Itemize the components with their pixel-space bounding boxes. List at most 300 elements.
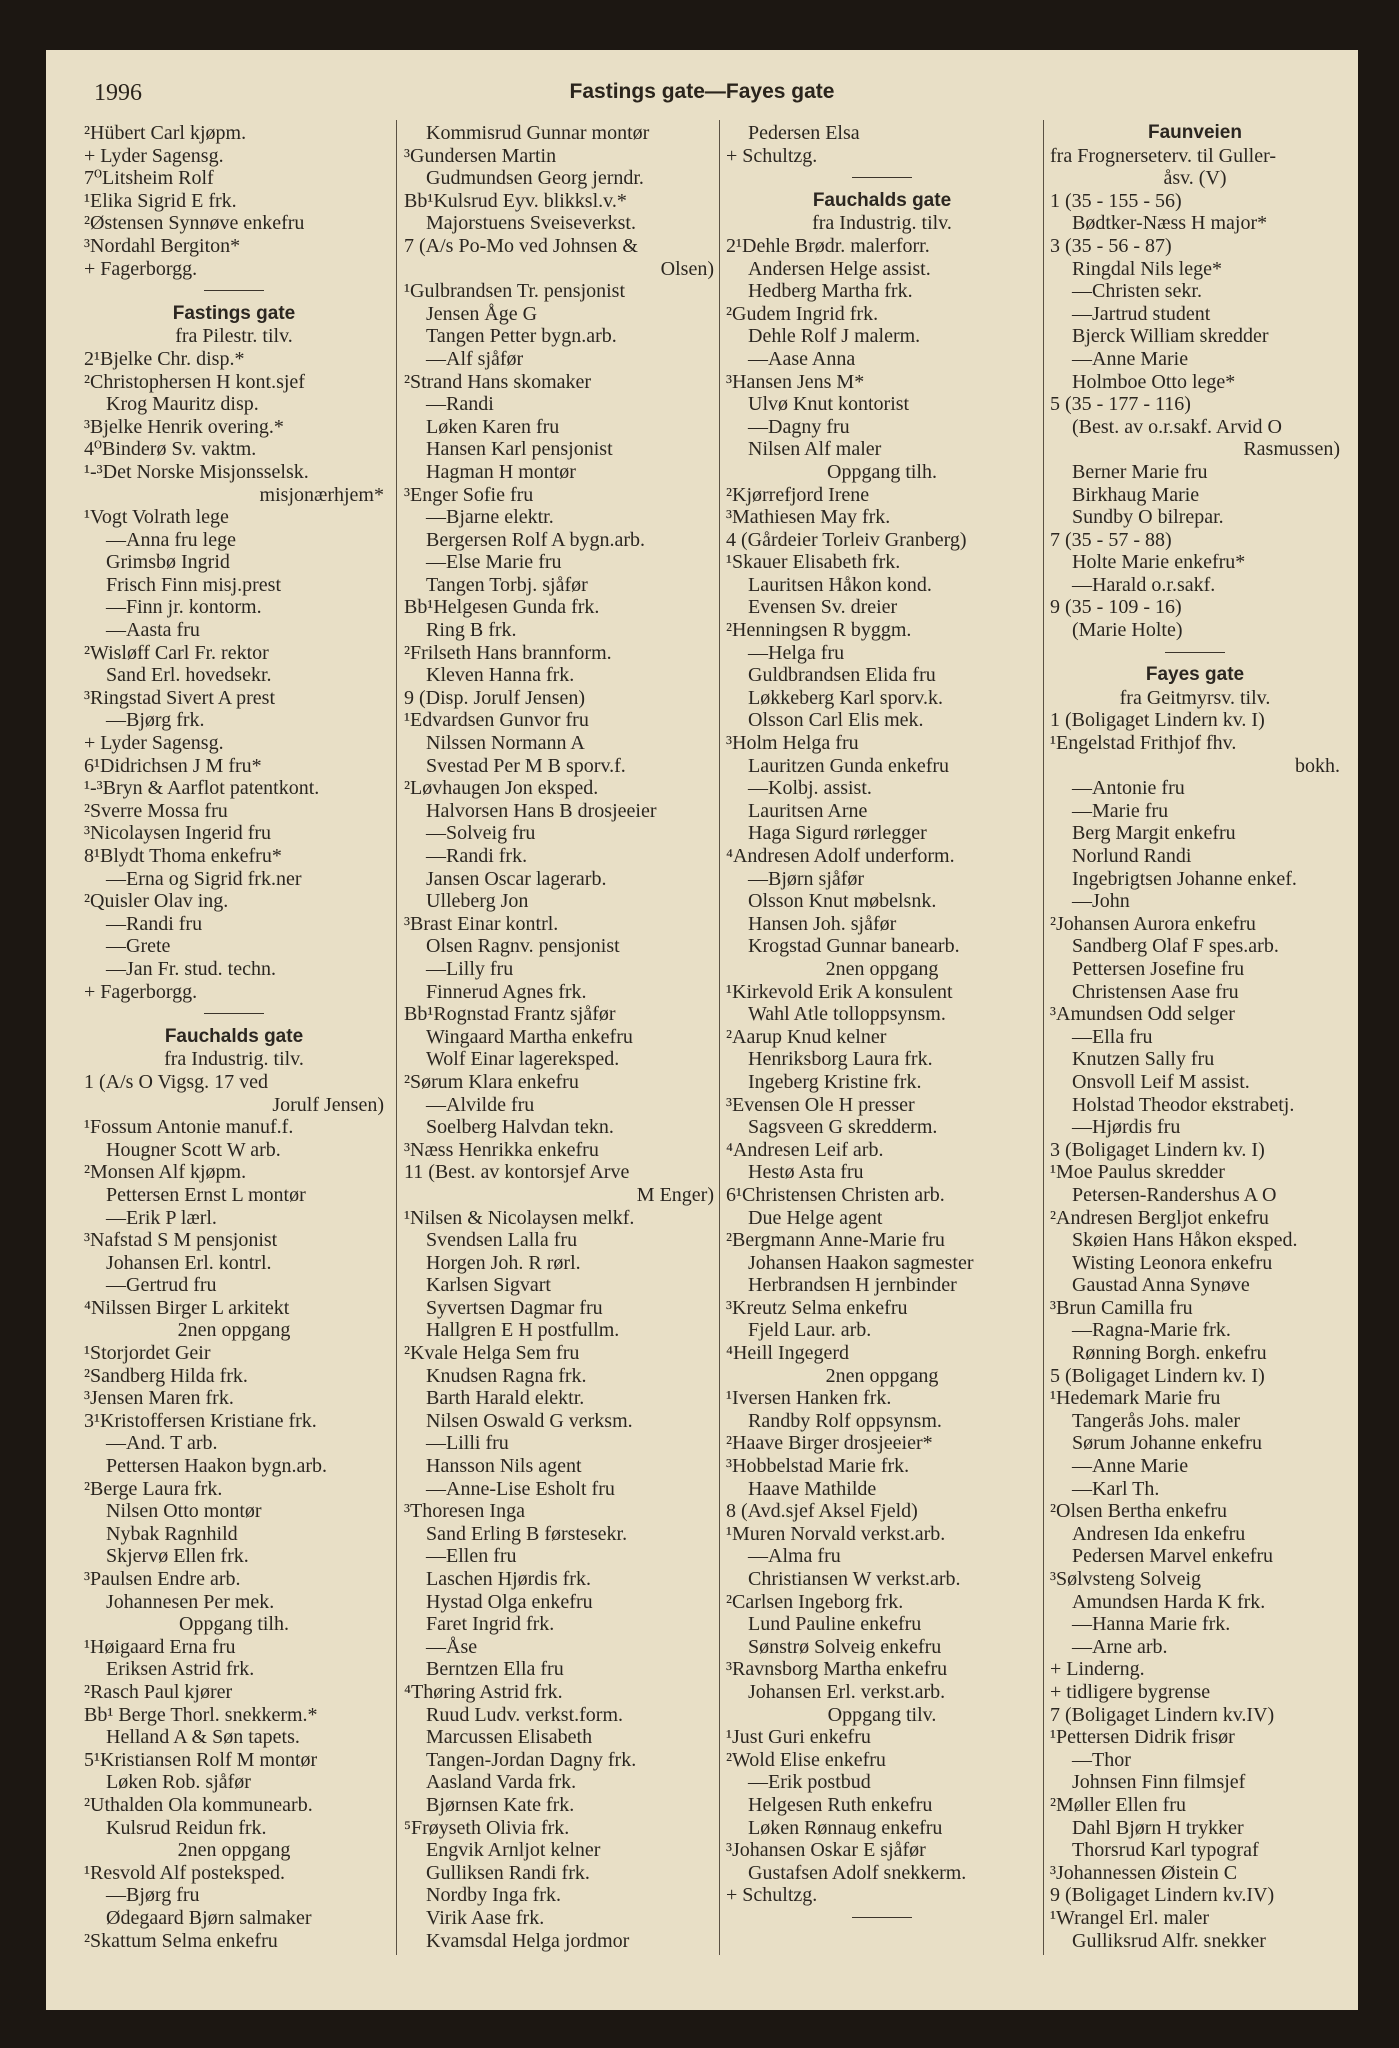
section-note-text: Oppgang tilh. bbox=[827, 460, 937, 483]
resident-entry bbox=[1050, 981, 1340, 1004]
resident-entry-text: Rønning Borgh. enkefru bbox=[1072, 1342, 1267, 1365]
address-entry bbox=[726, 1726, 1038, 1749]
resident-entry-text: —Bjørg fru bbox=[106, 1884, 200, 1907]
address-entry bbox=[1050, 1704, 1340, 1727]
address-entry bbox=[726, 529, 1038, 552]
resident-entry-text: Johansen Haakon sagmester bbox=[748, 1251, 974, 1274]
resident-entry-text: —Christen sekr. bbox=[1072, 280, 1202, 303]
resident-entry bbox=[404, 303, 714, 326]
address-entry bbox=[84, 1749, 384, 1772]
address-entry bbox=[84, 1410, 384, 1433]
address-entry-text: ³Jensen Maren frk. bbox=[84, 1387, 234, 1410]
address-entry bbox=[84, 1365, 384, 1388]
address-entry-text: ¹-³Bryn & Aarflot patentkont. bbox=[84, 777, 320, 800]
address-entry-text: ²Quisler Olav ing. bbox=[84, 890, 229, 913]
resident-entry bbox=[404, 1749, 714, 1772]
resident-entry bbox=[404, 1297, 714, 1320]
resident-entry-text: —Gertrud fru bbox=[106, 1274, 217, 1297]
address-entry bbox=[726, 1591, 1038, 1614]
address-entry bbox=[1050, 1365, 1340, 1388]
address-entry-text: 1 (A/s O Vigsg. 17 ved bbox=[84, 1070, 268, 1093]
address-entry bbox=[726, 1658, 1038, 1681]
resident-entry bbox=[1050, 1613, 1340, 1636]
resident-entry-text: —Alma fru bbox=[748, 1545, 841, 1568]
address-entry bbox=[726, 484, 1038, 507]
resident-entry bbox=[404, 732, 714, 755]
section-divider bbox=[1050, 642, 1340, 665]
section-note-text: 2nen oppgang bbox=[825, 1364, 939, 1387]
resident-entry bbox=[1050, 1184, 1340, 1207]
resident-entry bbox=[404, 212, 714, 235]
address-entry-text: ¹Elika Sigrid E frk. bbox=[84, 189, 237, 212]
address-entry bbox=[726, 506, 1038, 529]
street-heading-text: Fastings gate bbox=[172, 302, 296, 324]
resident-entry-text: —Randi frk. bbox=[426, 845, 528, 867]
resident-entry bbox=[726, 1161, 1038, 1184]
resident-entry-text: —Dagny fru bbox=[748, 415, 850, 438]
resident-entry-text: —Solveig fru bbox=[426, 822, 536, 845]
resident-entry-text: Kleven Hanna frk. bbox=[426, 664, 575, 687]
address-entry-text: 7 (A/s Po-Mo ved Johnsen & bbox=[404, 234, 638, 257]
resident-entry-text: —Erik postbud bbox=[748, 1771, 871, 1794]
address-entry-text: 5 (Boligaget Lindern kv. I) bbox=[1050, 1364, 1265, 1387]
directory-page bbox=[46, 50, 1358, 2010]
resident-entry-text: Tangerås Johs. maler bbox=[1072, 1409, 1240, 1432]
resident-entry bbox=[726, 1410, 1038, 1433]
address-entry bbox=[1050, 1387, 1340, 1410]
address-entry-text: ²Østensen Synnøve enkefru bbox=[84, 212, 305, 235]
resident-entry bbox=[84, 529, 384, 552]
resident-entry bbox=[726, 1071, 1038, 1094]
resident-entry-text: Johannesen Per mek. bbox=[106, 1590, 275, 1613]
resident-entry-text: Randby Rolf oppsynsm. bbox=[748, 1409, 942, 1432]
resident-entry-text: Nilssen Normann A bbox=[426, 732, 585, 755]
address-entry-text: ¹Muren Norvald verkst.arb. bbox=[726, 1522, 946, 1545]
resident-entry bbox=[404, 1545, 714, 1568]
resident-entry-text: Thorsrud Karl typograf bbox=[1072, 1839, 1259, 1862]
resident-entry-text: Berg Margit enkefru bbox=[1072, 822, 1236, 845]
section-note-text: 2nen oppgang bbox=[177, 1319, 291, 1342]
address-entry bbox=[84, 800, 384, 823]
address-entry bbox=[1050, 1500, 1340, 1523]
resident-entry-text: Nilsen Alf maler bbox=[748, 438, 882, 461]
street-heading bbox=[1050, 122, 1340, 145]
address-entry-text: 9 (Boligaget Lindern kv.IV) bbox=[1050, 1884, 1275, 1907]
address-entry-text: ²Olsen Bertha enkefru bbox=[1050, 1500, 1228, 1523]
resident-entry bbox=[84, 913, 384, 936]
resident-entry-text: Pettersen Ernst L montør bbox=[106, 1183, 306, 1206]
address-entry bbox=[726, 1500, 1038, 1523]
divider-line bbox=[852, 177, 912, 178]
resident-entry-text: Olsen Ragnv. pensjonist bbox=[426, 935, 620, 958]
address-entry bbox=[404, 1681, 714, 1704]
address-entry bbox=[404, 371, 714, 394]
resident-entry bbox=[726, 1116, 1038, 1139]
address-entry bbox=[84, 1387, 384, 1410]
address-entry bbox=[404, 1342, 714, 1365]
resident-entry-text: —Ellen fru bbox=[426, 1545, 517, 1568]
address-entry-text: ³Brun Camilla fru bbox=[1050, 1296, 1193, 1319]
resident-entry-text: Andresen Ida enkefru bbox=[1072, 1522, 1246, 1545]
resident-entry-text: Ruud Ludv. verkst.form. bbox=[426, 1703, 624, 1726]
address-entry bbox=[726, 619, 1038, 642]
entry-continuation-text: bokh. bbox=[1295, 754, 1340, 777]
address-entry-text: ²Frilseth Hans brannform. bbox=[404, 641, 612, 664]
section-note bbox=[726, 461, 1038, 484]
section-note-text: Oppgang tilh. bbox=[179, 1613, 289, 1636]
resident-entry bbox=[1050, 868, 1340, 891]
resident-entry bbox=[1050, 800, 1340, 823]
resident-entry-text: Løken Karen fru bbox=[426, 415, 560, 438]
address-entry-text: ²Kvale Helga Sem fru bbox=[404, 1342, 580, 1365]
section-note-text: fra Industrig. tilv. bbox=[812, 212, 952, 235]
resident-entry-text: Holmboe Otto lege* bbox=[1072, 370, 1236, 393]
address-entry bbox=[84, 235, 384, 258]
section-note bbox=[726, 212, 1038, 235]
section-note bbox=[84, 1613, 384, 1636]
address-entry bbox=[84, 1636, 384, 1659]
resident-entry bbox=[1050, 574, 1340, 597]
resident-entry bbox=[726, 755, 1038, 778]
resident-entry-text: Guldbrandsen Elida fru bbox=[748, 664, 936, 687]
resident-entry-text: Bjørnsen Kate frk. bbox=[426, 1793, 575, 1816]
address-entry-text: 2¹Dehle Brødr. malerforr. bbox=[726, 234, 930, 257]
resident-entry-text: —Anne Marie bbox=[1072, 347, 1189, 370]
address-entry-text: ²Johansen Aurora enkefru bbox=[1050, 912, 1256, 935]
resident-entry bbox=[84, 551, 384, 574]
resident-entry-text: —Aase Anna bbox=[748, 347, 856, 370]
address-entry-text: ²Carlsen Ingeborg frk. bbox=[726, 1590, 904, 1613]
address-entry-text: ²Rasch Paul kjører bbox=[84, 1680, 233, 1703]
address-entry-text: ²Strand Hans skomaker bbox=[404, 370, 592, 393]
resident-entry-text: Virik Aase frk. bbox=[426, 1906, 545, 1929]
resident-entry bbox=[1050, 1342, 1340, 1365]
resident-entry bbox=[1050, 1274, 1340, 1297]
address-entry-text: ³Evensen Ole H presser bbox=[726, 1093, 915, 1116]
resident-entry bbox=[1050, 1048, 1340, 1071]
address-entry bbox=[726, 1342, 1038, 1365]
address-entry-text: ²Andresen Bergljot enkefru bbox=[1050, 1206, 1269, 1229]
address-entry bbox=[84, 506, 384, 529]
cross-street-text: + Schultzg. bbox=[726, 144, 818, 167]
address-entry bbox=[726, 235, 1038, 258]
address-entry bbox=[84, 371, 384, 394]
resident-entry bbox=[404, 755, 714, 778]
address-entry-text: ²Christophersen H kont.sjef bbox=[84, 370, 305, 393]
address-entry-text: ¹Edvardsen Gunvor fru bbox=[404, 709, 589, 732]
resident-entry bbox=[1050, 1071, 1340, 1094]
address-entry-text: ³Mathiesen May frk. bbox=[726, 506, 891, 529]
address-entry bbox=[404, 1500, 714, 1523]
resident-entry bbox=[404, 325, 714, 348]
resident-entry-text: Grimsbø Ingrid bbox=[106, 551, 230, 574]
street-heading-text: Faunveien bbox=[1148, 122, 1242, 143]
resident-entry bbox=[1050, 1116, 1340, 1139]
address-entry-text: ¹Skauer Elisabeth frk. bbox=[726, 551, 901, 574]
resident-entry bbox=[404, 1591, 714, 1614]
resident-entry-text: Lauritsen Håkon kond. bbox=[748, 573, 932, 596]
resident-entry bbox=[84, 1432, 384, 1455]
address-entry bbox=[404, 642, 714, 665]
resident-entry-text: Jensen Åge G bbox=[426, 302, 538, 325]
resident-entry bbox=[404, 890, 714, 913]
address-entry bbox=[84, 642, 384, 665]
resident-entry-text: Olsson Knut møbelsnk. bbox=[748, 890, 937, 913]
column-divider bbox=[1043, 120, 1044, 1955]
resident-entry-text: —Kolbj. assist. bbox=[748, 777, 872, 800]
address-entry bbox=[84, 687, 384, 710]
resident-entry-text: —Anne-Lise Esholt fru bbox=[426, 1477, 615, 1500]
address-entry-text: ¹Høigaard Erna fru bbox=[84, 1635, 236, 1658]
resident-entry-text: Hystad Olga enkefru bbox=[426, 1590, 593, 1613]
resident-entry-text: Wisting Leonora enkefru bbox=[1072, 1251, 1273, 1274]
resident-entry-text: Evensen Sv. dreier bbox=[748, 596, 898, 619]
address-entry-text: ³Paulsen Endre arb. bbox=[84, 1568, 241, 1590]
resident-entry bbox=[404, 1116, 714, 1139]
resident-entry-text: Wolf Einar lagereksped. bbox=[426, 1048, 620, 1071]
address-entry-text: ⁴Thøring Astrid frk. bbox=[404, 1680, 563, 1703]
resident-entry bbox=[726, 1794, 1038, 1817]
resident-entry-text: Due Helge agent bbox=[748, 1206, 883, 1229]
entry-continuation bbox=[1050, 755, 1340, 778]
resident-entry-text: Nilsen Oswald G verksm. bbox=[426, 1409, 633, 1432]
address-entry-text: ¹Gulbrandsen Tr. pensjonist bbox=[404, 280, 626, 303]
resident-entry bbox=[404, 1839, 714, 1862]
address-entry bbox=[84, 438, 384, 461]
resident-entry bbox=[404, 574, 714, 597]
column-divider bbox=[396, 120, 397, 1955]
resident-entry-text: —Erik P lærl. bbox=[106, 1206, 217, 1229]
address-entry-text: ²Bergmann Anne-Marie fru bbox=[726, 1229, 945, 1252]
address-entry-text: ²Wold Elise enkefru bbox=[726, 1748, 886, 1771]
address-entry-text: ²Aarup Knud kelner bbox=[726, 1025, 887, 1048]
address-entry-text: ¹Vogt Volrath lege bbox=[84, 506, 229, 529]
address-entry bbox=[726, 371, 1038, 394]
divider-line bbox=[1165, 652, 1225, 653]
resident-entry bbox=[84, 664, 384, 687]
section-note bbox=[84, 1839, 384, 1862]
address-entry-text: ¹Nilsen & Nicolaysen melkf. bbox=[404, 1206, 635, 1229]
resident-entry bbox=[1050, 484, 1340, 507]
resident-entry bbox=[726, 258, 1038, 281]
address-entry bbox=[1050, 529, 1340, 552]
resident-entry bbox=[726, 1207, 1038, 1230]
address-entry bbox=[84, 212, 384, 235]
resident-entry-text: Løkkeberg Karl sporv.k. bbox=[748, 686, 943, 709]
resident-entry-text: —Alf sjåfør bbox=[426, 347, 524, 370]
address-entry bbox=[404, 1139, 714, 1162]
section-note-text: fra Geitmyrsv. tilv. bbox=[1119, 686, 1271, 709]
entry-continuation-text: Jorulf Jensen) bbox=[272, 1093, 384, 1116]
address-entry bbox=[404, 777, 714, 800]
address-entry bbox=[404, 687, 714, 710]
address-entry bbox=[1050, 393, 1340, 416]
resident-entry bbox=[726, 777, 1038, 800]
resident-entry bbox=[1050, 1478, 1340, 1501]
section-note bbox=[1050, 687, 1340, 710]
cross-street-line bbox=[726, 145, 1038, 168]
address-entry-text: ²Sverre Mossa fru bbox=[84, 799, 228, 822]
resident-entry-text: Ingeberg Kristine frk. bbox=[748, 1070, 922, 1093]
address-entry-text: ³Ravnsborg Martha enkefru bbox=[726, 1658, 948, 1681]
resident-entry-text: —Thor bbox=[1072, 1748, 1131, 1771]
address-entry bbox=[404, 1207, 714, 1230]
address-entry bbox=[84, 1862, 384, 1885]
address-entry bbox=[404, 596, 714, 619]
resident-entry bbox=[1050, 822, 1340, 845]
section-divider bbox=[726, 1907, 1038, 1930]
resident-entry bbox=[1050, 212, 1340, 235]
section-note-text: 2nen oppgang bbox=[177, 1839, 291, 1862]
resident-entry bbox=[1050, 1229, 1340, 1252]
resident-entry bbox=[726, 325, 1038, 348]
address-entry-text: ³Holm Helga fru bbox=[726, 732, 859, 755]
address-entry bbox=[84, 1681, 384, 1704]
resident-entry-text: Engvik Arnljot kelner bbox=[426, 1839, 601, 1862]
resident-entry-text: Helland A & Søn tapets. bbox=[106, 1726, 300, 1749]
address-entry-text: 1 (35 - 155 - 56) bbox=[1050, 189, 1182, 212]
address-entry-text: ¹Iversen Hanken frk. bbox=[726, 1387, 892, 1410]
resident-entry bbox=[404, 461, 714, 484]
resident-entry-text: Gudmundsen Georg jerndr. bbox=[426, 167, 644, 190]
resident-entry-text: Ulleberg Jon bbox=[426, 890, 529, 913]
resident-entry-text: Olsson Carl Elis mek. bbox=[748, 709, 924, 732]
resident-entry-text: Barth Harald elektr. bbox=[426, 1387, 585, 1410]
column-4 bbox=[1050, 122, 1340, 1952]
address-entry bbox=[404, 145, 714, 168]
resident-entry bbox=[84, 935, 384, 958]
resident-entry-text: Pedersen Elsa bbox=[748, 122, 860, 144]
address-entry bbox=[404, 190, 714, 213]
address-entry-text: ³Nafstad S M pensjonist bbox=[84, 1229, 278, 1252]
resident-entry bbox=[726, 393, 1038, 416]
address-entry bbox=[84, 416, 384, 439]
section-divider bbox=[84, 280, 384, 303]
resident-entry bbox=[84, 1591, 384, 1614]
address-entry bbox=[1050, 1568, 1340, 1591]
resident-entry-text: Sundby O bilrepar. bbox=[1072, 506, 1224, 529]
resident-entry-text: —Erna og Sigrid frk.ner bbox=[106, 867, 302, 890]
resident-entry bbox=[404, 1319, 714, 1342]
resident-entry bbox=[404, 845, 714, 868]
resident-entry-text: —Alvilde fru bbox=[426, 1093, 535, 1116]
resident-entry-text: —Ella fru bbox=[1072, 1025, 1153, 1048]
resident-entry-text: Hestø Asta fru bbox=[748, 1161, 864, 1184]
street-heading-text: Fauchalds gate bbox=[164, 1025, 304, 1047]
resident-entry bbox=[404, 935, 714, 958]
resident-entry bbox=[1050, 1839, 1340, 1862]
resident-entry bbox=[84, 709, 384, 732]
resident-entry bbox=[84, 574, 384, 597]
resident-entry bbox=[1050, 619, 1340, 642]
address-entry-text: ²Skattum Selma enkefru bbox=[84, 1929, 278, 1952]
resident-entry-text: Petersen-Randershus A O bbox=[1072, 1183, 1277, 1206]
address-entry-text: ³Gundersen Martin bbox=[404, 144, 557, 167]
address-entry bbox=[84, 1297, 384, 1320]
resident-entry-text: Holte Marie enkefru* bbox=[1072, 551, 1246, 574]
address-entry-text: Bb¹Kulsrud Eyv. blikksl.v.* bbox=[404, 189, 627, 212]
resident-entry-text: —Finn jr. kontorm. bbox=[106, 596, 262, 619]
divider-line bbox=[204, 1013, 264, 1014]
resident-entry bbox=[404, 1229, 714, 1252]
resident-entry bbox=[726, 664, 1038, 687]
resident-entry bbox=[84, 1771, 384, 1794]
address-entry-text: ²Henningsen R byggm. bbox=[726, 619, 912, 642]
section-note-text: Oppgang tilv. bbox=[827, 1703, 937, 1726]
resident-entry-text: Hallgren E H postfullm. bbox=[426, 1319, 620, 1342]
address-entry-text: 7⁰Litsheim Rolf bbox=[84, 167, 214, 190]
resident-entry bbox=[84, 1252, 384, 1275]
resident-entry bbox=[404, 1478, 714, 1501]
street-heading-text: Fayes gate bbox=[1145, 664, 1245, 686]
resident-entry bbox=[404, 981, 714, 1004]
resident-entry bbox=[1050, 1749, 1340, 1772]
resident-entry bbox=[1050, 958, 1340, 981]
resident-entry-text: Ring B frk. bbox=[426, 619, 517, 642]
resident-entry-text: Sand Erl. hovedsekr. bbox=[106, 664, 272, 687]
resident-entry bbox=[404, 416, 714, 439]
resident-entry bbox=[726, 1048, 1038, 1071]
resident-entry bbox=[726, 416, 1038, 439]
address-entry bbox=[1050, 709, 1340, 732]
resident-entry-text: —Marie fru bbox=[1072, 799, 1169, 822]
resident-entry-text: Helgesen Ruth enkefru bbox=[748, 1793, 933, 1816]
resident-entry bbox=[1050, 258, 1340, 281]
address-entry bbox=[1050, 1297, 1340, 1320]
divider-line bbox=[204, 290, 264, 291]
address-entry bbox=[726, 732, 1038, 755]
resident-entry-text: —Bjarne elektr. bbox=[426, 506, 554, 529]
resident-entry bbox=[404, 1658, 714, 1681]
section-note bbox=[726, 1704, 1038, 1727]
resident-entry bbox=[1050, 416, 1340, 439]
resident-entry bbox=[726, 1252, 1038, 1275]
resident-entry bbox=[404, 1252, 714, 1275]
address-entry bbox=[404, 280, 714, 303]
address-entry-text: ⁵Frøyseth Olivia frk. bbox=[404, 1816, 570, 1839]
resident-entry bbox=[404, 506, 714, 529]
address-entry bbox=[84, 822, 384, 845]
resident-entry bbox=[1050, 1523, 1340, 1546]
resident-entry-text: —Hjørdis fru bbox=[1072, 1116, 1181, 1139]
address-entry bbox=[84, 1930, 384, 1953]
entry-continuation bbox=[1050, 438, 1340, 461]
address-entry bbox=[726, 1139, 1038, 1162]
resident-entry-text: Fjeld Laur. arb. bbox=[748, 1319, 872, 1342]
resident-entry bbox=[84, 1455, 384, 1478]
resident-entry-text: —Bjørn sjåfør bbox=[748, 867, 865, 890]
entry-continuation-text: Olsen) bbox=[660, 257, 714, 280]
resident-entry-text: Berner Marie fru bbox=[1072, 460, 1208, 483]
street-heading bbox=[726, 190, 1038, 213]
resident-entry-text: Tangen Torbj. sjåfør bbox=[426, 573, 588, 596]
address-entry-text: 8 (Avd.sjef Aksel Fjeld) bbox=[726, 1500, 918, 1523]
section-note-text: fra Pilestr. tilv. bbox=[175, 325, 293, 348]
resident-entry-text: Eriksen Astrid frk. bbox=[106, 1658, 255, 1681]
address-entry-text: ²Gudem Ingrid frk. bbox=[726, 302, 879, 325]
address-entry bbox=[726, 1432, 1038, 1455]
resident-entry-text: Gustafsen Adolf snekkerm. bbox=[748, 1861, 967, 1884]
resident-entry-text: —Anna fru lege bbox=[106, 528, 236, 551]
address-entry bbox=[84, 755, 384, 778]
resident-entry-text: —Harald o.r.sakf. bbox=[1072, 573, 1216, 596]
resident-entry-text: Pettersen Haakon bygn.arb. bbox=[106, 1455, 328, 1478]
column-1 bbox=[84, 122, 384, 1952]
resident-entry-text: Finnerud Agnes frk. bbox=[426, 980, 587, 1003]
resident-entry bbox=[726, 596, 1038, 619]
address-entry bbox=[726, 1184, 1038, 1207]
resident-entry-text: Soelberg Halvdan tekn. bbox=[426, 1116, 614, 1139]
